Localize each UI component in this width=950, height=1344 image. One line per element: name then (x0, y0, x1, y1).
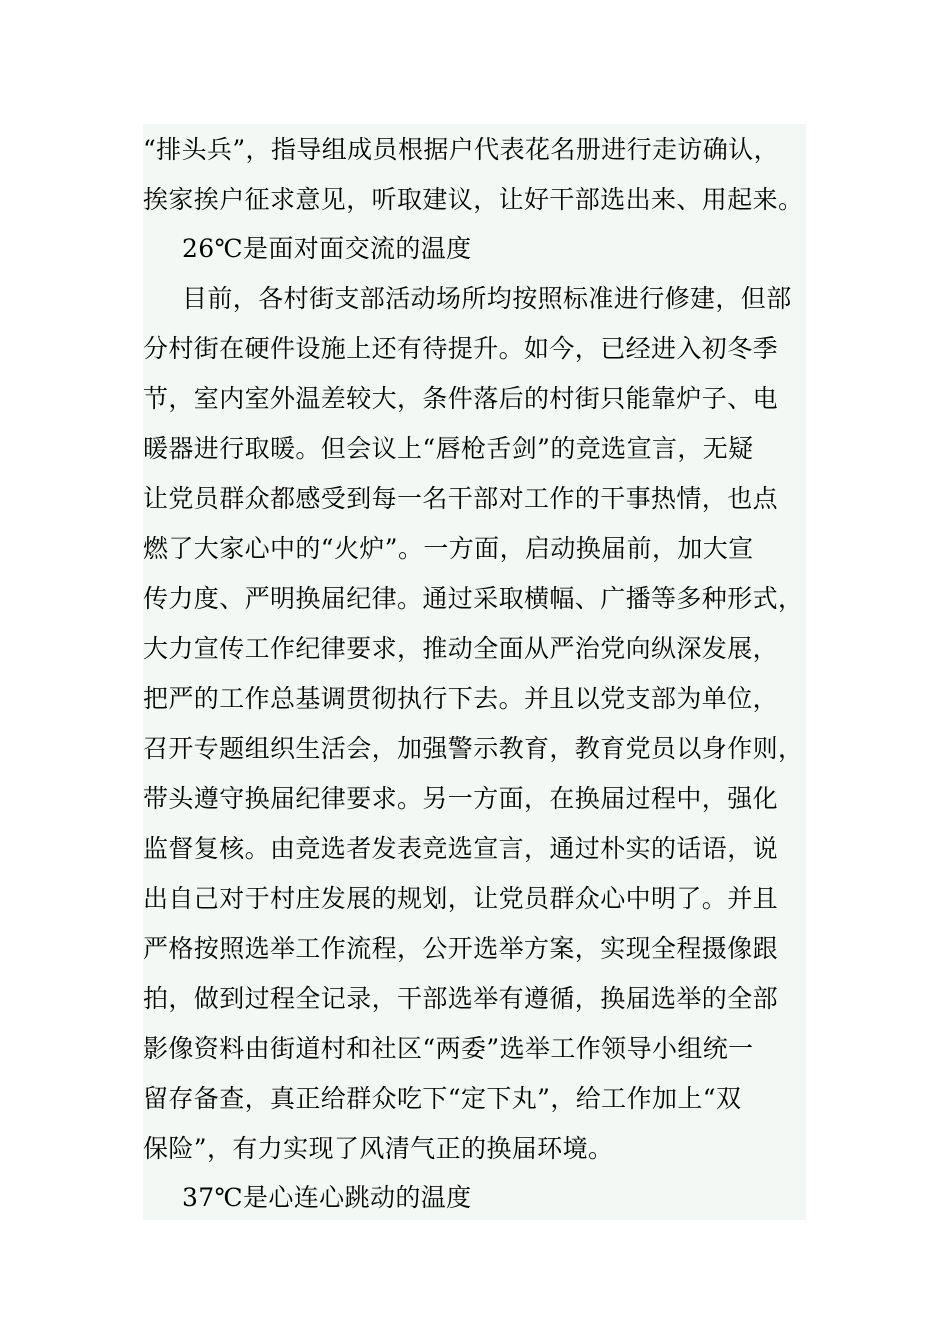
paragraph-line: 目前，各村街支部活动场所均按照标准进行修建，但部 (182, 284, 792, 313)
paragraph-line: 暖器进行取暖。但会议上“唇枪舌剑”的竞选宣言，无疑 (143, 434, 754, 463)
section-heading-37c: 37℃是心连心跳动的温度 (182, 1183, 472, 1212)
paragraph-line: 出自己对于村庄发展的规划，让党员群众心中明了。并且 (143, 884, 779, 913)
section-heading-26c: 26℃是面对面交流的温度 (182, 234, 472, 263)
paragraph-line: 留存备查，真正给群众吃下“定下丸”，给工作加上“双 (143, 1084, 742, 1113)
paragraph-line: 把严的工作总基调贯彻执行下去。并且以党支部为单位， (143, 684, 779, 713)
paragraph-line: “排头兵”，指导组成员根据户代表花名册进行走访确认， (143, 135, 779, 164)
paragraph-line: 让党员群众都感受到每一名干部对工作的干事热情，也点 (143, 484, 779, 513)
paragraph-line: 严格按照选举工作流程，公开选举方案，实现全程摄像跟 (143, 934, 779, 963)
paragraph-line: 监督复核。由竞选者发表竞选宣言，通过朴实的话语，说 (143, 834, 779, 863)
paragraph-line: 传力度、严明换届纪律。通过采取横幅、广播等多种形式， (143, 584, 804, 613)
paragraph-line: 影像资料由街道村和社区“两委”选举工作领导小组统一 (143, 1034, 754, 1063)
paragraph-line: 保险”，有力实现了风清气正的换届环境。 (143, 1134, 614, 1163)
paragraph-line: 大力宣传工作纪律要求，推动全面从严治党向纵深发展， (143, 634, 779, 663)
paragraph-line: 召开专题组织生活会，加强警示教育，教育党员以身作则， (143, 734, 804, 763)
paragraph-line: 拍，做到过程全记录，干部选举有遵循，换届选举的全部 (143, 984, 779, 1013)
paragraph-line: 挨家挨户征求意见，听取建议，让好干部选出来、用起来。 (143, 185, 804, 214)
paragraph-line: 燃了大家心中的“火炉”。一方面，启动换届前，加大宣 (143, 534, 754, 563)
paragraph-line: 节，室内室外温差较大，条件落后的村街只能靠炉子、电 (143, 384, 779, 413)
paragraph-line: 分村街在硬件设施上还有待提升。如今，已经进入初冬季 (143, 334, 779, 363)
paragraph-line: 带头遵守换届纪律要求。另一方面，在换届过程中，强化 (143, 784, 779, 813)
